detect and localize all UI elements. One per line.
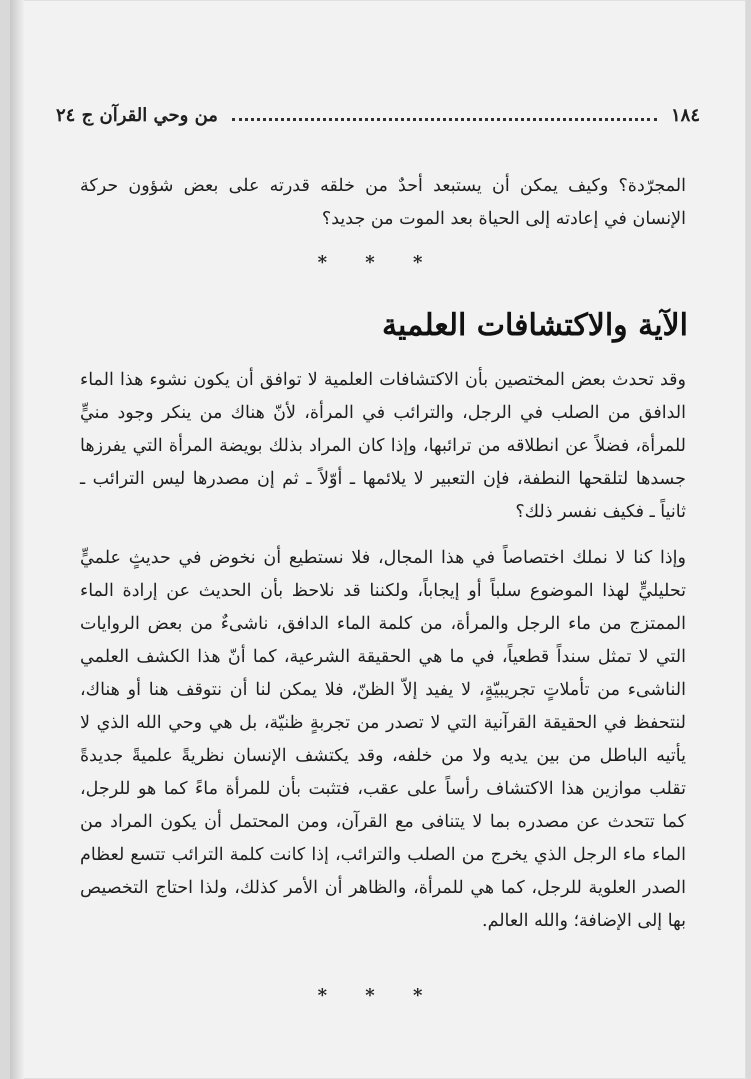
running-header [56,100,700,130]
page-spine [10,0,24,1079]
book-title: من وحي القرآن ج ٢٤ [56,104,218,126]
book-page [10,0,746,1079]
page-number: ١٨٤ [670,104,700,126]
header-dot-leader [232,118,657,121]
section-separator: * * * [317,252,439,273]
paragraph-1: وقد تحدث بعض المختصين بأن الاكتشافات العلمية لا توافق أن يكون نشوء هذا الماء الدافق من الصلب في الرجل، والترائب في المرأة، لأنّ هناك من ينكر وجود منيٍّ للمرأة، فضلاً عن انطلاقه من ترائبها، وإذا كان المراد بذلك بويضة المرأة التي يفرزها جسدها لتلقحها النطفة، فإن التعبير لا يلائمها ـ أوّلاً ـ ثم إن مصدرها ليس الترائب ـ ثانياً ـ فكيف نفسر ذلك؟ [80,370,686,522]
closing-separator: * * * [317,985,439,1006]
paragraph-2: وإذا كنا لا نملك اختصاصاً في هذا المجال، فلا نستطيع أن نخوض في حديثٍ علميٍّ تحليليٍّ لهذا الموضوع سلباً أو إيجاباً، ولكننا قد نلاحظ بأن الحديث عن إرادة الماء الممتزج من ماء الرجل والمرأة، من كلمة الماء الدافق، ناشىءٌ من بعض الروايات التي لا تمثل سنداً قطعياً، في ما هي الحقيقة الشرعية، كما أنّ هذا الكشف العلمي الناشىء من تأملاتٍ تجريبيّةٍ، لا يفيد إلاّ الظنّ، فلا يمكن لنا أن نتوقف هنا أو هناك، لنتحفظ في الحقيقة القرآنية التي لا تصدر من تجربةٍ ظنيّة، بل هي وحي الله الذي لا يأتيه الباطل من بين يديه ولا من خلفه، وقد يكتشف الإنسان نظريةً علميةً جديدةً تقلب موازين هذا الاكتشاف رأساً على عقب، فتثبت بأن للمرأة ماءً كما هو للرجل، كما تتحدث عن مصدره بما لا يتنافى مع القرآن، ومن المحتمل أن يكون المراد من الماء ماء الرجل الذي يخرج من الصلب والترائب، إذا كانت كلمة الترائب تتسع لعظام الصدر العلوية للرجل، كما هي للمرأة، والظاهر أن الأمر كذلك، ولذا احتاج التخصيص بها إلى الإضافة؛ والله العالم. [80,548,686,931]
intro-paragraph: المجرّدة؟ وكيف يمكن أن يستبعد أحدٌ من خلقه قدرته على بعض شؤون حركة الإنسان في إعادته إلى الحياة بعد الموت من جديد؟ [80,176,686,229]
section-heading: الآية والاكتشافات العلمية [381,308,688,343]
